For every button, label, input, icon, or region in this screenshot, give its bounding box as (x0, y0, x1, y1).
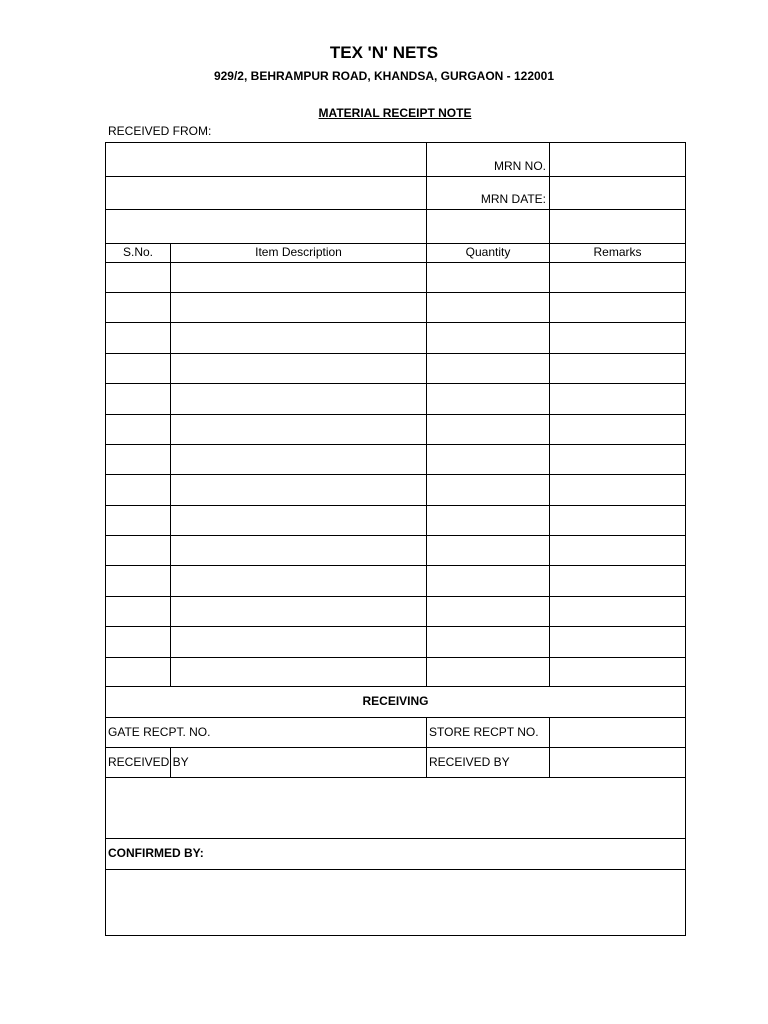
store-recpt-label: STORE RECPT NO. (429, 725, 539, 739)
grid-line (170, 243, 171, 687)
column-header-item-description: Item Description (255, 245, 342, 259)
grid-line (549, 717, 550, 778)
grid-line (105, 935, 686, 936)
grid-line (105, 505, 686, 506)
grid-line (105, 262, 686, 263)
grid-line (426, 142, 427, 687)
grid-line (105, 838, 686, 839)
mrn-date-label: MRN DATE: (480, 192, 546, 206)
company-address: 929/2, BEHRAMPUR ROAD, KHANDSA, GURGAON - 122001 (213, 69, 555, 83)
grid-line (685, 142, 686, 936)
grid-line (105, 142, 106, 936)
grid-line (549, 142, 550, 687)
grid-line (105, 474, 686, 475)
grid-line (105, 717, 686, 718)
document-title: MATERIAL RECEIPT NOTE (318, 106, 472, 120)
grid-line (105, 565, 686, 566)
column-header-remarks: Remarks (593, 245, 642, 259)
confirmed-by-label: CONFIRMED BY: (108, 846, 204, 860)
received-from-label: RECEIVED FROM: (108, 124, 212, 138)
grid-line (105, 777, 686, 778)
grid-line (105, 747, 686, 748)
grid-line (105, 657, 686, 658)
grid-line (105, 292, 686, 293)
grid-line (105, 596, 686, 597)
grid-line (105, 322, 686, 323)
grid-line (105, 383, 686, 384)
grid-line (105, 243, 686, 244)
column-header-quantity: Quantity (465, 245, 511, 259)
grid-line (105, 353, 686, 354)
grid-line (105, 535, 686, 536)
grid-line (105, 209, 686, 210)
grid-line (105, 414, 686, 415)
grid-line (105, 869, 686, 870)
column-header-sno: S.No. (122, 245, 153, 259)
mrn-no-label: MRN NO. (494, 159, 546, 173)
company-name: TEX 'N' NETS (329, 43, 439, 62)
grid-line (105, 626, 686, 627)
receiving-title: RECEIVING (362, 694, 429, 708)
grid-line (105, 686, 686, 687)
grid-line (105, 176, 686, 177)
received-by-left-label: RECEIVED BY (108, 755, 189, 769)
gate-recpt-label: GATE RECPT. NO. (108, 725, 211, 739)
grid-line (105, 142, 686, 143)
grid-line (105, 444, 686, 445)
grid-line (426, 717, 427, 778)
received-by-right-label: RECEIVED BY (429, 755, 510, 769)
